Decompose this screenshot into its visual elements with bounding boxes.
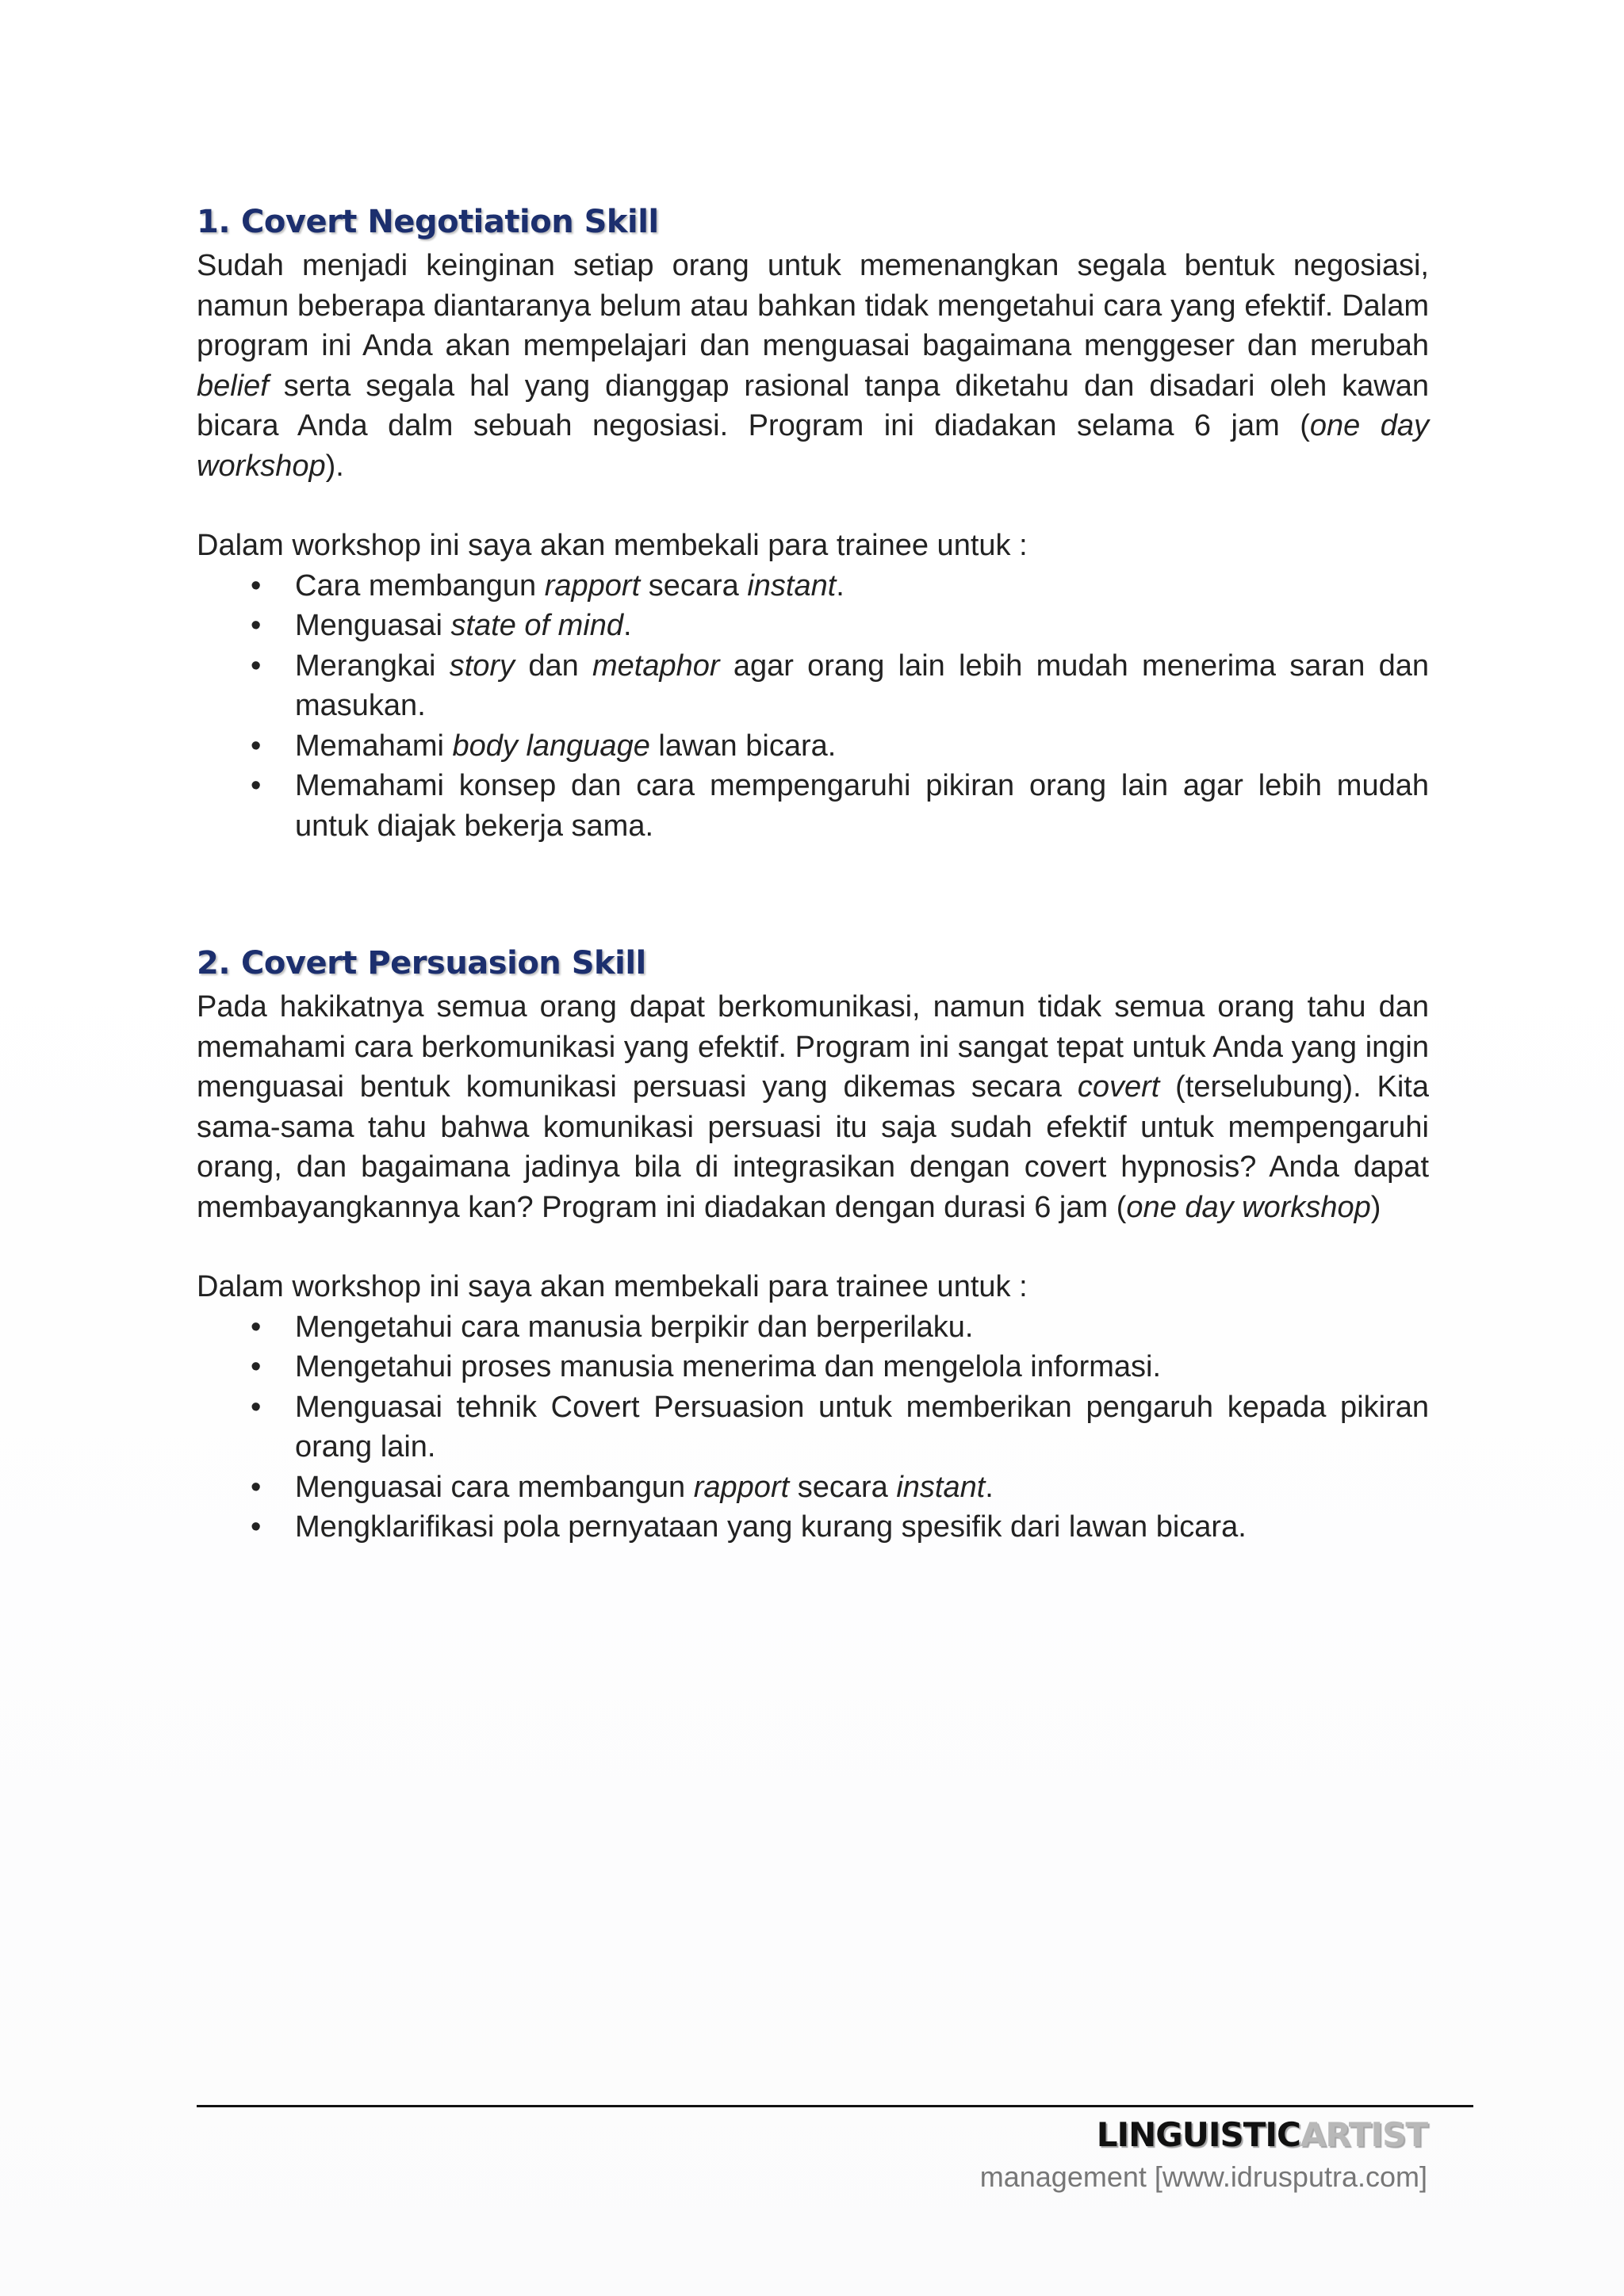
list-item <box>197 1507 1429 1548</box>
spacer <box>197 1227 1429 1267</box>
section-2-number: 2. <box>197 945 231 982</box>
section-2-intro: Dalam workshop ini saya akan membekali para trainee untuk : <box>197 1270 1028 1303</box>
bullet-icon: • <box>251 729 262 763</box>
text-run: . <box>623 609 632 642</box>
italic-run: instant <box>747 568 837 603</box>
text-run: Memahami <box>295 729 453 763</box>
section-2-paragraph <box>197 987 1429 1227</box>
italic-run: one day workshop <box>197 409 1429 483</box>
italic-run: state of mind <box>450 609 624 642</box>
bullet-icon: • <box>251 1390 262 1424</box>
section-2-bullet-list <box>197 1307 1429 1548</box>
list-item <box>197 766 1429 846</box>
text-run: secara <box>789 1470 897 1504</box>
bullet-icon: • <box>251 1510 262 1544</box>
italic-run: body language <box>452 729 650 763</box>
text-run: Mengetahui cara manusia berpikir dan berperilaku. <box>295 1310 974 1344</box>
text-run: Menguasai tehnik Covert Persuasion untuk memberikan pengaruh kepada pikiran orang lain. <box>295 1390 1429 1464</box>
bullet-icon: • <box>251 769 262 802</box>
section-2-heading <box>197 939 1429 987</box>
section-2 <box>197 939 1429 1548</box>
bullet-icon: • <box>251 649 262 683</box>
text-run: Menguasai <box>295 609 451 642</box>
italic-run: rapport <box>693 1470 790 1504</box>
text-run: serta segala hal yang dianggap rasional tanpa diketahu dan disadari oleh kawan bicara Anda dalm sebuah negosiasi. Program ini diadakan selama 6 jam ( <box>197 369 1429 442</box>
list-item <box>197 606 1429 646</box>
section-1-intro: Dalam workshop ini saya akan membekali para trainee untuk : <box>197 529 1028 562</box>
footer-tagline: management [www.idrusputra.com] <box>979 2160 1427 2193</box>
list-item <box>197 1347 1429 1387</box>
italic-run: instant <box>896 1470 986 1504</box>
bullet-icon: • <box>251 1470 262 1504</box>
footer-divider <box>197 2105 1473 2107</box>
italic-run: covert <box>1077 1070 1160 1104</box>
spacer <box>197 486 1429 526</box>
list-item <box>197 646 1429 726</box>
section-1-bullet-list <box>197 566 1429 847</box>
bullet-icon: • <box>251 568 262 603</box>
text-run: ). <box>325 449 344 483</box>
section-1-heading <box>197 198 1429 246</box>
text-run: . <box>985 1470 994 1504</box>
brand-part-2: ARTIST <box>1300 2115 1427 2154</box>
section-2-title: Covert Persuasion Skill <box>241 945 646 982</box>
section-1-paragraph <box>197 246 1429 486</box>
text-run: Mengklarifikasi pola pernyataan yang kurang spesifik dari lawan bicara. <box>295 1510 1247 1544</box>
main-content <box>197 198 1429 1548</box>
text-run: Cara membangun <box>295 568 545 603</box>
list-item <box>197 726 1429 767</box>
italic-run: metaphor <box>592 649 720 683</box>
text-run: . <box>836 568 845 603</box>
bullet-icon: • <box>251 609 262 642</box>
text-run: Menguasai cara membangun <box>295 1470 694 1504</box>
italic-run: rapport <box>544 568 641 603</box>
text-run: Memahami konsep dan cara mempengaruhi pikiran orang lain agar lebih mudah untuk diajak bekerja sama. <box>295 769 1429 843</box>
bullet-icon: • <box>251 1350 262 1383</box>
text-run: (terselubung). Kita sama-sama tahu bahwa komunikasi persuasi itu saja sudah efektif untuk mempengaruhi orang, dan bagaimana jadinya bila di integrasikan dengan covert hypnosis? Anda dapat membayangkannya kan? Program ini diadakan dengan durasi 6 jam ( <box>197 1070 1429 1224</box>
text-run: secara <box>640 568 748 603</box>
text-run: ) <box>1370 1190 1381 1224</box>
bullet-icon: • <box>251 1310 262 1344</box>
list-item <box>197 566 1429 607</box>
text-run: agar orang lain lebih mudah menerima saran dan masukan. <box>295 649 1429 722</box>
brand-logo <box>1097 2115 1427 2154</box>
text-run: Mengetahui proses manusia menerima dan mengelola informasi. <box>295 1350 1162 1383</box>
section-1-number: 1. <box>197 204 231 240</box>
text-run: lawan bicara. <box>649 729 837 763</box>
list-item <box>197 1387 1429 1468</box>
list-item <box>197 1468 1429 1508</box>
section-1-title: Covert Negotiation Skill <box>241 204 659 240</box>
brand-part-1: LINGUISTIC <box>1096 2115 1300 2154</box>
italic-run: one day workshop <box>1126 1190 1371 1224</box>
italic-run: belief <box>197 369 269 403</box>
text-run: Sudah menjadi keinginan setiap orang untuk memenangkan segala bentuk negosiasi, namun beberapa diantaranya belum atau bahkan tidak mengetahui cara yang efektif. Dalam program ini Anda akan mempelajari dan menguasai bagaimana menggeser dan merubah <box>197 249 1429 362</box>
list-item <box>197 1307 1429 1348</box>
text-run: dan <box>515 649 593 683</box>
text-run: Pada hakikatnya semua orang dapat berkomunikasi, namun tidak semua orang tahu dan memahami cara berkomunikasi yang efektif. Program ini sangat tepat untuk Anda yang ingin menguasai bentuk komunikasi persuasi yang dikemas secara <box>197 990 1429 1104</box>
italic-run: story <box>449 649 515 683</box>
text-run: Merangkai <box>295 649 450 683</box>
